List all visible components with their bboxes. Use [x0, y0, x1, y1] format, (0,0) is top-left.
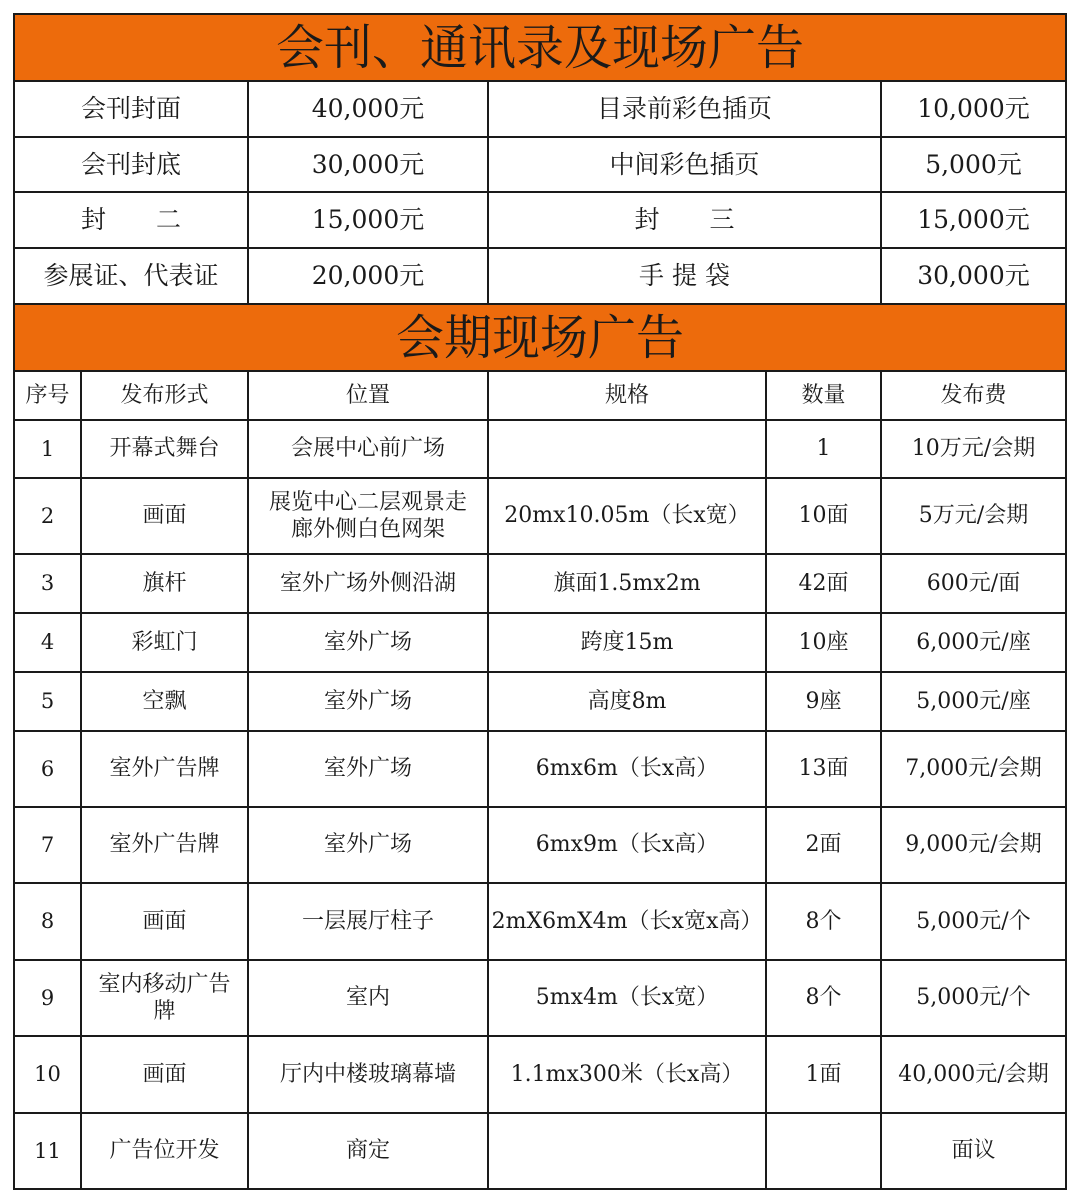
row-fee: 5,000元/座 [881, 672, 1066, 731]
row-location: 室外广场 [248, 613, 488, 672]
pub-item-right: 封 三 [488, 192, 881, 248]
row-spec: 2mX6mX4m（长x宽x高） [488, 883, 766, 960]
row-location: 会展中心前广场 [248, 420, 488, 478]
row-form-text: 室内移动广告牌 [98, 971, 231, 1024]
row-location: 室外广场 [248, 807, 488, 883]
row-no: 11 [14, 1113, 81, 1189]
row-quantity: 2面 [766, 807, 881, 883]
row-location: 室内 [248, 960, 488, 1036]
row-location: 室外广场外侧沿湖 [248, 554, 488, 613]
table-row [14, 731, 1066, 807]
row-quantity: 8个 [766, 883, 881, 960]
row-form: 旗杆 [81, 554, 248, 613]
section-title-publications: 会刊、通讯录及现场广告 [14, 14, 1066, 81]
row-no: 8 [14, 883, 81, 960]
row-spec: 20mx10.05m（长x宽） [488, 478, 766, 554]
pub-price-right: 5,000元 [881, 137, 1066, 192]
table-row [14, 807, 1066, 883]
pub-price-right: 15,000元 [881, 192, 1066, 248]
pub-item-left: 会刊封底 [14, 137, 248, 192]
row-form: 广告位开发 [81, 1113, 248, 1189]
table-row [14, 960, 1066, 1036]
pub-row [14, 81, 1066, 137]
row-no: 2 [14, 478, 81, 554]
table-row [14, 613, 1066, 672]
row-no: 3 [14, 554, 81, 613]
row-location: 商定 [248, 1113, 488, 1189]
table-header-row [14, 371, 1066, 420]
table-row [14, 1036, 1066, 1113]
pub-price-left: 30,000元 [248, 137, 488, 192]
pub-price-right: 10,000元 [881, 81, 1066, 137]
row-location-text: 展览中心二层观景走廊外侧白色网架 [268, 489, 467, 542]
row-quantity: 10面 [766, 478, 881, 554]
ad-price-table [13, 13, 1067, 1190]
row-fee: 7,000元/会期 [881, 731, 1066, 807]
table-row [14, 554, 1066, 613]
row-no: 1 [14, 420, 81, 478]
row-location: 室外广场 [248, 672, 488, 731]
pub-price-left: 40,000元 [248, 81, 488, 137]
row-form: 画面 [81, 1036, 248, 1113]
pub-item-left: 参展证、代表证 [14, 248, 248, 304]
row-location [248, 478, 488, 554]
row-location: 室外广场 [248, 731, 488, 807]
row-spec: 6mx9m（长x高） [488, 807, 766, 883]
pub-price-left: 20,000元 [248, 248, 488, 304]
table-row [14, 883, 1066, 960]
row-fee: 5万元/会期 [881, 478, 1066, 554]
pub-item-right: 中间彩色插页 [488, 137, 881, 192]
row-no: 10 [14, 1036, 81, 1113]
pub-item-left: 会刊封面 [14, 81, 248, 137]
row-quantity [766, 1113, 881, 1189]
row-form: 空飘 [81, 672, 248, 731]
section-title-onsite: 会期现场广告 [14, 304, 1066, 371]
row-location: 一层展厅柱子 [248, 883, 488, 960]
row-spec: 1.1mx300米（长x高） [488, 1036, 766, 1113]
row-form: 画面 [81, 883, 248, 960]
row-quantity: 9座 [766, 672, 881, 731]
pub-item-right: 目录前彩色插页 [488, 81, 881, 137]
column-header-form: 发布形式 [81, 371, 248, 420]
row-spec: 6mx6m（长x高） [488, 731, 766, 807]
column-header-no: 序号 [14, 371, 81, 420]
row-fee: 5,000元/个 [881, 960, 1066, 1036]
pub-price-right: 30,000元 [881, 248, 1066, 304]
row-spec [488, 1113, 766, 1189]
column-header-spec: 规格 [488, 371, 766, 420]
row-spec: 高度8m [488, 672, 766, 731]
row-fee: 10万元/会期 [881, 420, 1066, 478]
row-fee: 5,000元/个 [881, 883, 1066, 960]
column-header-fee: 发布费 [881, 371, 1066, 420]
row-form [81, 960, 248, 1036]
row-spec: 旗面1.5mx2m [488, 554, 766, 613]
row-form: 开幕式舞台 [81, 420, 248, 478]
pub-row [14, 248, 1066, 304]
row-fee: 6,000元/座 [881, 613, 1066, 672]
pub-row [14, 137, 1066, 192]
row-fee: 9,000元/会期 [881, 807, 1066, 883]
column-header-location: 位置 [248, 371, 488, 420]
row-quantity: 1面 [766, 1036, 881, 1113]
column-header-quantity: 数量 [766, 371, 881, 420]
row-form: 室外广告牌 [81, 807, 248, 883]
row-form: 画面 [81, 478, 248, 554]
table-row [14, 1113, 1066, 1189]
row-spec: 5mx4m（长x宽） [488, 960, 766, 1036]
pub-row [14, 192, 1066, 248]
pub-price-left: 15,000元 [248, 192, 488, 248]
row-form: 彩虹门 [81, 613, 248, 672]
pub-item-right: 手 提 袋 [488, 248, 881, 304]
row-fee: 40,000元/会期 [881, 1036, 1066, 1113]
row-spec [488, 420, 766, 478]
row-fee: 面议 [881, 1113, 1066, 1189]
row-quantity: 13面 [766, 731, 881, 807]
pub-item-left: 封 二 [14, 192, 248, 248]
table-row [14, 420, 1066, 478]
row-no: 6 [14, 731, 81, 807]
row-location: 厅内中楼玻璃幕墙 [248, 1036, 488, 1113]
row-quantity: 10座 [766, 613, 881, 672]
row-quantity: 8个 [766, 960, 881, 1036]
row-no: 9 [14, 960, 81, 1036]
row-no: 4 [14, 613, 81, 672]
row-no: 5 [14, 672, 81, 731]
table-row [14, 478, 1066, 554]
row-quantity: 42面 [766, 554, 881, 613]
row-form: 室外广告牌 [81, 731, 248, 807]
row-no: 7 [14, 807, 81, 883]
row-fee: 600元/面 [881, 554, 1066, 613]
row-quantity: 1 [766, 420, 881, 478]
row-spec: 跨度15m [488, 613, 766, 672]
table-row [14, 672, 1066, 731]
